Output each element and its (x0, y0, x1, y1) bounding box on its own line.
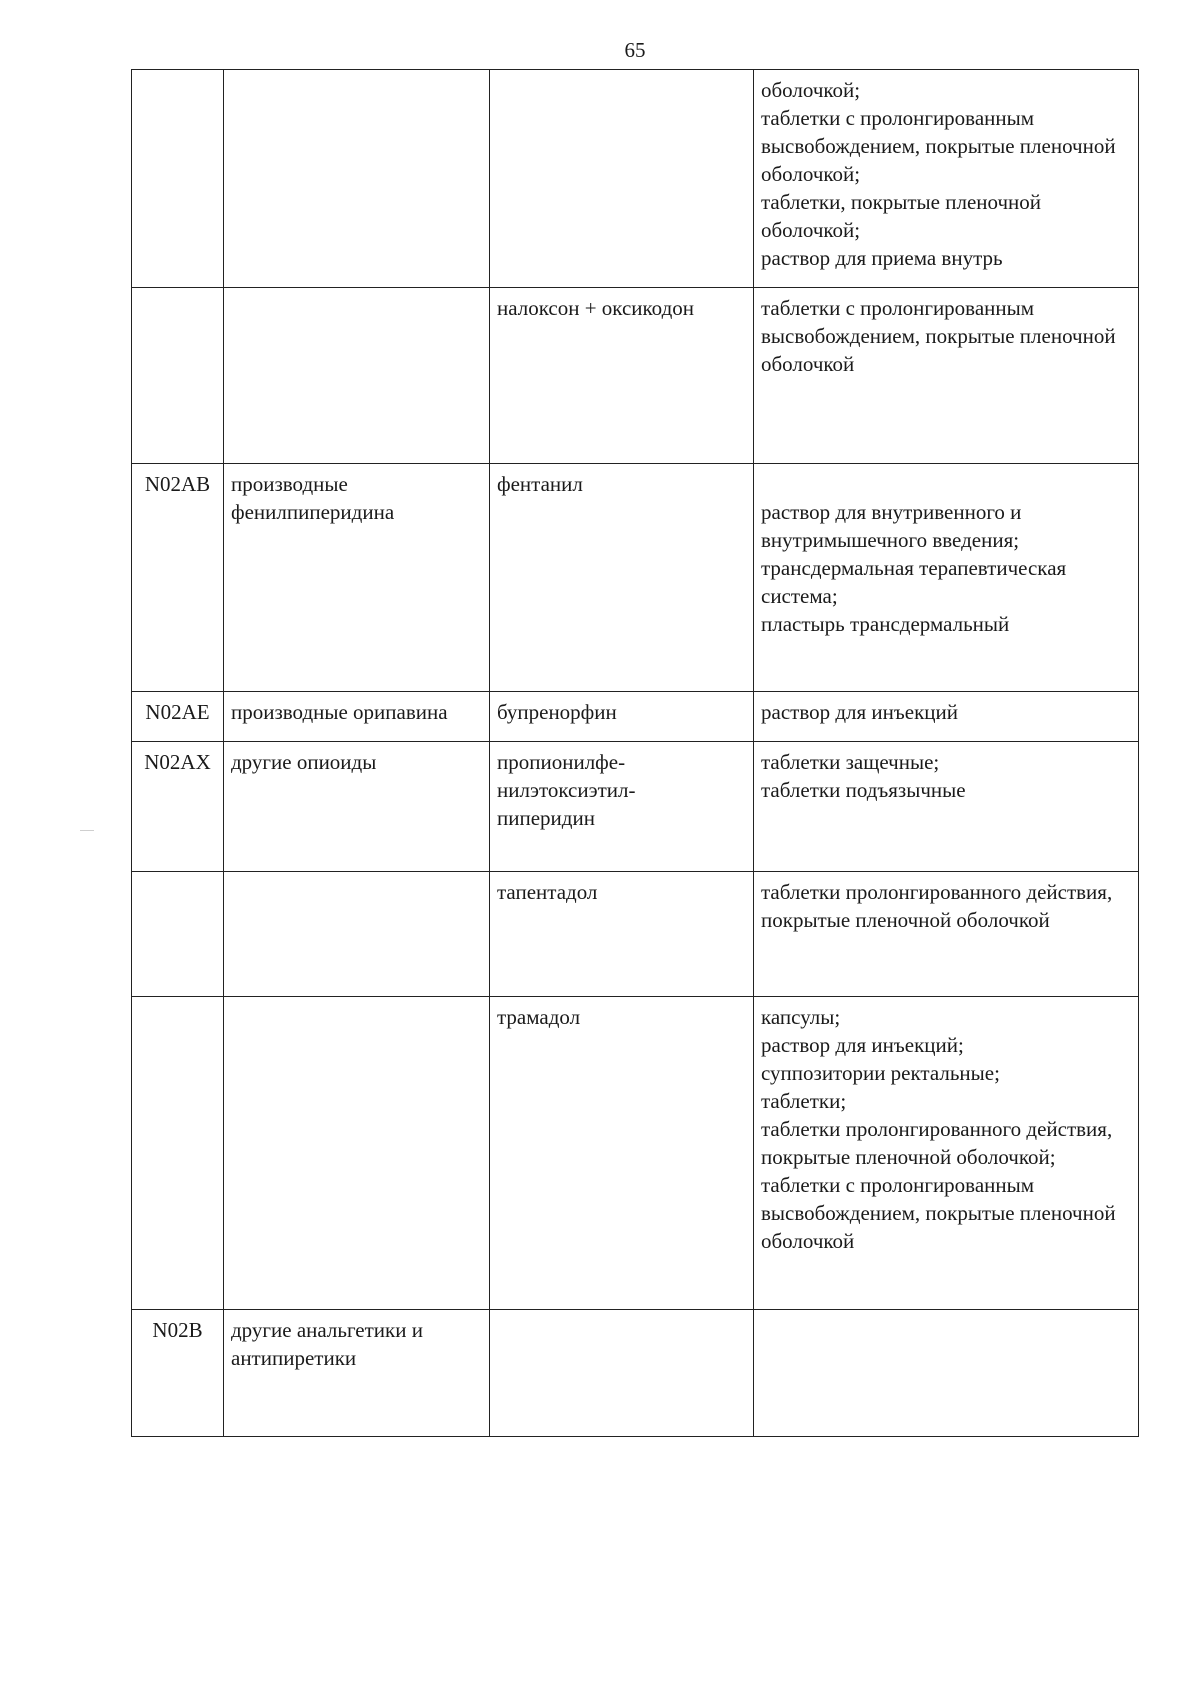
atc-code-cell: N02AB (132, 464, 224, 692)
table-row (132, 70, 1139, 288)
dosage-form-cell: таблетки защечные; таблетки подъязычные (754, 742, 1139, 872)
dosage-form-cell: раствор для инъекций (754, 692, 1139, 742)
atc-code-cell (132, 997, 224, 1310)
cell-spacer (761, 470, 1131, 498)
scan-artifact (80, 830, 94, 831)
table-row (132, 742, 1139, 872)
drug-cell: налоксон + оксикодон (490, 288, 754, 464)
group-cell: производные орипавина (224, 692, 490, 742)
table-row (132, 997, 1139, 1310)
drug-cell: пропионилфе- нилэтоксиэтил- пиперидин (490, 742, 754, 872)
atc-code-cell (132, 872, 224, 997)
dosage-form-cell: таблетки пролонгированного действия, покрытые пленочной оболочкой (754, 872, 1139, 997)
drug-cell: тапентадол (490, 872, 754, 997)
atc-code-cell (132, 288, 224, 464)
group-cell (224, 997, 490, 1310)
drug-cell (490, 1310, 754, 1437)
dosage-form-cell: оболочкой; таблетки с пролонгированным высвобождением, покрытые пленочной оболочкой; таблетки, покрытые пленочной оболочкой; раствор для приема внутрь (754, 70, 1139, 288)
atc-code-cell (132, 70, 224, 288)
drug-cell (490, 70, 754, 288)
table-row (132, 872, 1139, 997)
group-cell: другие анальгетики и антипиретики (224, 1310, 490, 1437)
table-row (132, 1310, 1139, 1437)
dosage-form-cell (754, 1310, 1139, 1437)
page-number: 65 (624, 38, 646, 62)
dosage-form-cell: капсулы; раствор для инъекций; суппозитории ректальные; таблетки; таблетки пролонгированного действия, покрытые пленочной оболочкой; таблетки с пролонгированным высвобождением, покрытые пленочной оболочкой (754, 997, 1139, 1310)
drug-table (131, 69, 1139, 1437)
group-cell: производные фенилпиперидина (224, 464, 490, 692)
atc-code-cell: N02AX (132, 742, 224, 872)
dosage-form-text: раствор для внутривенного и внутримышечного введения; трансдермальная терапевтическая система; пластырь трансдермальный (761, 500, 1067, 636)
group-cell: другие опиоиды (224, 742, 490, 872)
drug-cell: трамадол (490, 997, 754, 1310)
drug-cell: фентанил (490, 464, 754, 692)
group-cell (224, 70, 490, 288)
dosage-form-cell: таблетки с пролонгированным высвобождением, покрытые пленочной оболочкой (754, 288, 1139, 464)
atc-code-cell: N02AE (132, 692, 224, 742)
group-cell (224, 288, 490, 464)
table-row (132, 692, 1139, 742)
table-row (132, 464, 1139, 692)
atc-code-cell: N02B (132, 1310, 224, 1437)
group-cell (224, 872, 490, 997)
table-row (132, 288, 1139, 464)
drug-cell: бупренорфин (490, 692, 754, 742)
dosage-form-cell (754, 464, 1139, 692)
